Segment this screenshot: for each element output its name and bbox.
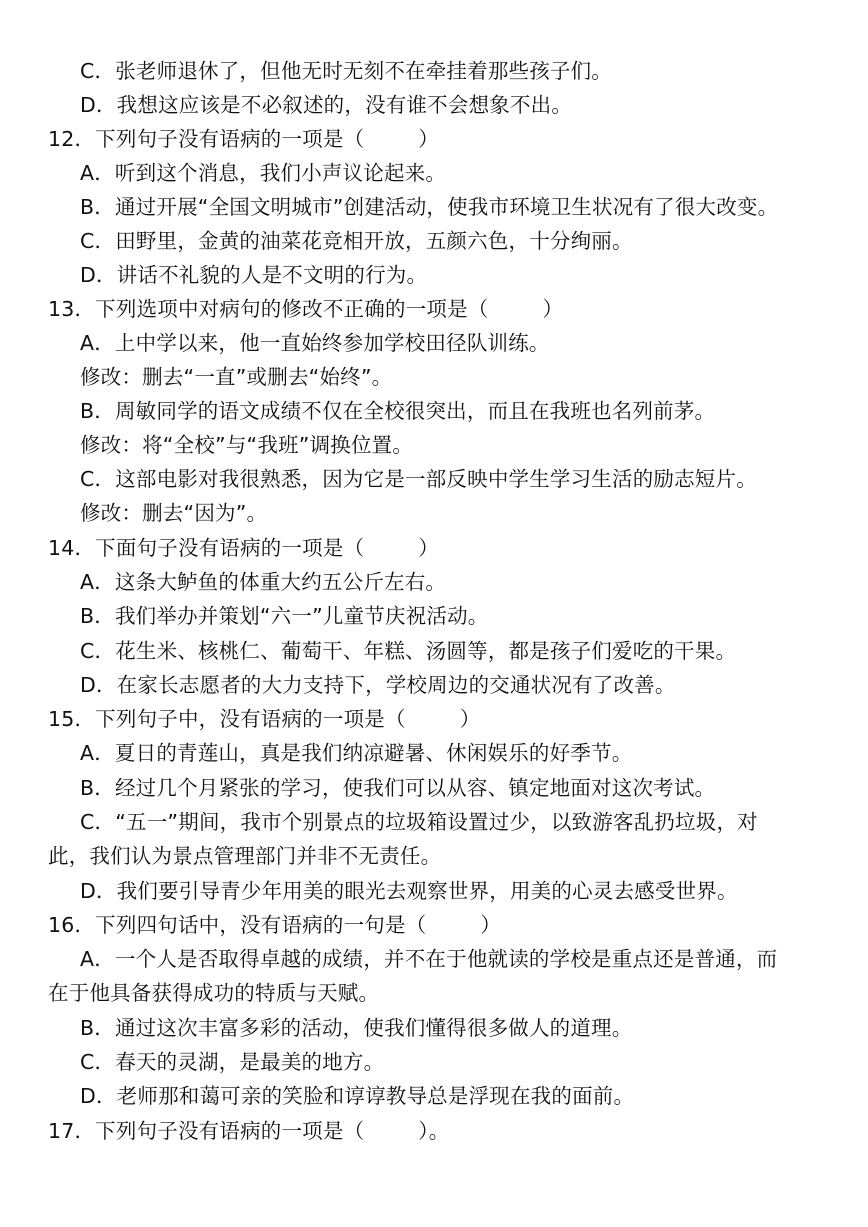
q13-option-b-fix: 修改：将“全校”与“我班”调换位置。 [80,433,414,457]
question-15 [0,702,868,736]
question-14-stem: 14．下面句子没有语病的一项是（ [48,536,365,560]
question-12-stem: 12．下列句子没有语病的一项是（ [48,127,365,151]
question-15-close: ） [459,707,481,731]
question-13 [0,292,868,326]
q16-option-a-line2: 在于他具备获得成功的特质与天赋。 [48,981,380,1005]
question-17-close: ）。 [418,1119,450,1143]
question-16-close: ） [480,913,502,937]
q12-option-b: B．通过开展“全国文明城市”创建活动，使我市环境卫生状况有了很大改变。 [80,195,779,219]
q13-option-c: C．这部电影对我很熟悉，因为它是一部反映中学生学习生活的励志短片。 [80,467,757,491]
q12-option-a: A．听到这个消息，我们小声议论起来。 [80,161,447,185]
q12-option-d: D．讲话不礼貌的人是不文明的行为。 [80,263,428,287]
question-13-close: ） [542,297,564,321]
q14-option-b: B．我们举办并策划“六一”儿童节庆祝活动。 [80,604,489,628]
question-14 [0,531,868,565]
q14-option-a: A．这条大鲈鱼的体重大约五公斤左右。 [80,570,447,594]
q12-option-c: C．田野里，金黄的油菜花竞相开放，五颜六色，十分绚丽。 [80,229,633,253]
q15-option-c-line1: C．“五一”期间，我市个别景点的垃圾箱设置过少，以致游客乱扔垃圾，对 [80,810,758,834]
q15-option-d: D．我们要引导青少年用美的眼光去观察世界，用美的心灵去感受世界。 [80,879,738,903]
q13-option-b: B．周敏同学的语文成绩不仅在全校很突出，而且在我班也名列前茅。 [80,399,716,423]
q15-option-a: A．夏日的青莲山，真是我们纳凉避暑、休闲娱乐的好季节。 [80,741,633,765]
q16-option-c: C．春天的灵湖，是最美的地方。 [80,1050,385,1074]
question-13-stem: 13．下列选项中对病句的修改不正确的一项是（ [48,297,489,321]
q14-option-c: C．花生米、核桃仁、葡萄干、年糕、汤圆等，都是孩子们爱吃的干果。 [80,639,737,663]
question-15-stem: 15．下列句子中，没有语病的一项是（ [48,707,406,731]
question-14-close: ） [418,536,439,560]
q16-option-b: B．通过这次丰富多彩的活动，使我们懂得很多做人的道理。 [80,1016,633,1040]
question-12 [0,122,868,156]
question-12-close: ） [418,127,439,151]
question-17-stem: 17．下列句子没有语病的一项是（ [48,1119,365,1143]
option-c-prev: C．张老师退休了，但他无时无刻不在牵挂着那些孩子们。 [80,59,613,83]
q16-option-a-line1: A．一个人是否取得卓越的成绩，并不在于他就读的学校是重点还是普通，而 [80,947,778,971]
q13-option-c-fix: 修改：删去“因为”。 [80,501,268,525]
q15-option-b: B．经过几个月紧张的学习，使我们可以从容、镇定地面对这次考试。 [80,776,716,800]
q13-option-a-fix: 修改：删去“一直”或删去“始终”。 [80,365,393,389]
q16-option-d: D．老师那和蔼可亲的笑脸和谆谆教导总是浮现在我的面前。 [80,1084,635,1108]
question-17 [0,1114,868,1148]
question-16-stem: 16．下列四句话中，没有语病的一句是（ [48,913,427,937]
q13-option-a: A．上中学以来，他一直始终参加学校田径队训练。 [80,331,550,355]
q15-option-c-line2: 此，我们认为景点管理部门并非不无责任。 [48,844,442,868]
question-16 [0,908,868,942]
option-d-prev: D．我想这应该是不必叙述的，没有谁不会想象不出。 [80,93,573,117]
q14-option-d: D．在家长志愿者的大力支持下，学校周边的交通状况有了改善。 [80,673,676,697]
